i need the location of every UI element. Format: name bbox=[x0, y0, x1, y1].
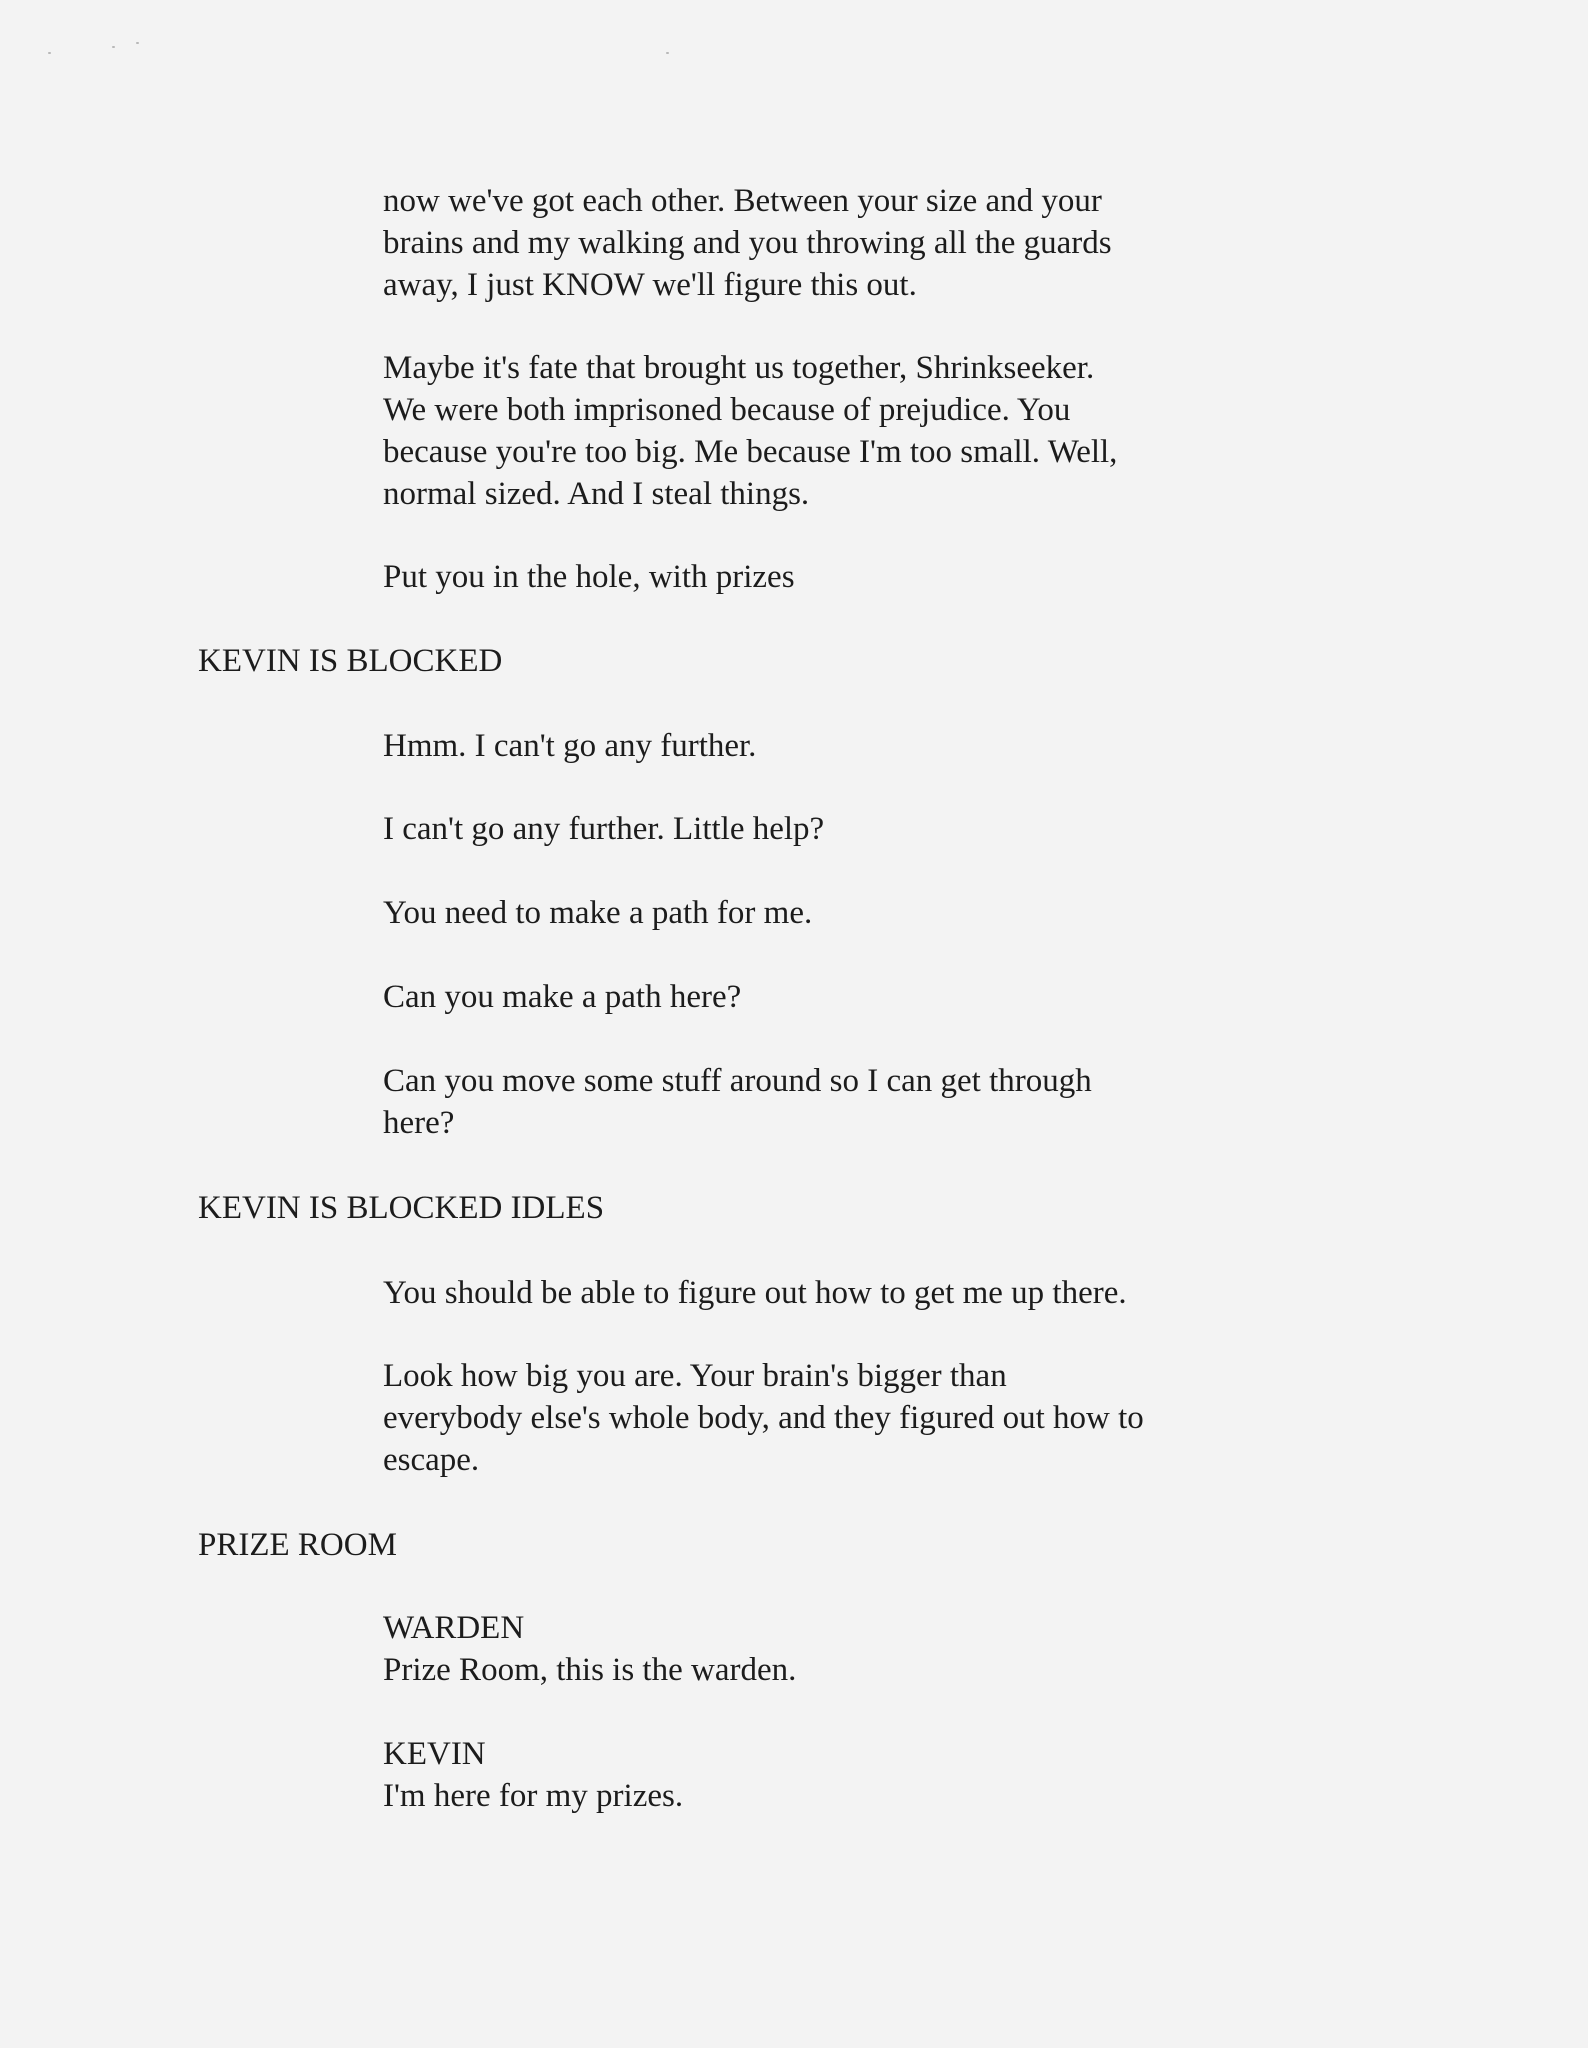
dialogue-line: Hmm. I can't go any further. bbox=[383, 728, 757, 764]
dialogue-line: I'm here for my prizes. bbox=[383, 1778, 684, 1814]
dialogue-line: brains and my walking and you throwing all the guards bbox=[383, 225, 1112, 261]
section-heading-prize-room: PRIZE ROOM bbox=[198, 1527, 397, 1563]
speaker-name-kevin: KEVIN bbox=[383, 1736, 486, 1772]
dialogue-line: now we've got each other. Between your size and your bbox=[383, 183, 1102, 219]
dialogue-line: You need to make a path for me. bbox=[383, 895, 813, 931]
dialogue-line: I can't go any further. Little help? bbox=[383, 811, 825, 847]
dialogue-line: Look how big you are. Your brain's bigger than bbox=[383, 1358, 1007, 1394]
dialogue-line: Can you make a path here? bbox=[383, 979, 742, 1015]
scan-speck bbox=[136, 42, 139, 44]
dialogue-line: here? bbox=[383, 1105, 455, 1141]
section-heading-kevin-is-blocked: KEVIN IS BLOCKED bbox=[198, 643, 503, 679]
dialogue-line: Can you move some stuff around so I can get through bbox=[383, 1063, 1092, 1099]
dialogue-line: Prize Room, this is the warden. bbox=[383, 1652, 797, 1688]
dialogue-line: everybody else's whole body, and they figured out how to bbox=[383, 1400, 1144, 1436]
dialogue-line: You should be able to figure out how to get me up there. bbox=[383, 1275, 1127, 1311]
scan-speck bbox=[48, 52, 51, 54]
dialogue-line: escape. bbox=[383, 1442, 480, 1478]
dialogue-line: Put you in the hole, with prizes bbox=[383, 559, 795, 595]
dialogue-line: We were both imprisoned because of prejudice. You bbox=[383, 392, 1071, 428]
dialogue-line: away, I just KNOW we'll figure this out. bbox=[383, 267, 917, 303]
dialogue-line: because you're too big. Me because I'm too small. Well, bbox=[383, 434, 1118, 470]
dialogue-line: Maybe it's fate that brought us together, Shrinkseeker. bbox=[383, 350, 1095, 386]
scan-speck bbox=[666, 52, 669, 54]
dialogue-line: normal sized. And I steal things. bbox=[383, 476, 810, 512]
speaker-name-warden: WARDEN bbox=[383, 1610, 525, 1646]
scan-speck bbox=[112, 46, 115, 48]
section-heading-kevin-is-blocked-idles: KEVIN IS BLOCKED IDLES bbox=[198, 1190, 605, 1226]
